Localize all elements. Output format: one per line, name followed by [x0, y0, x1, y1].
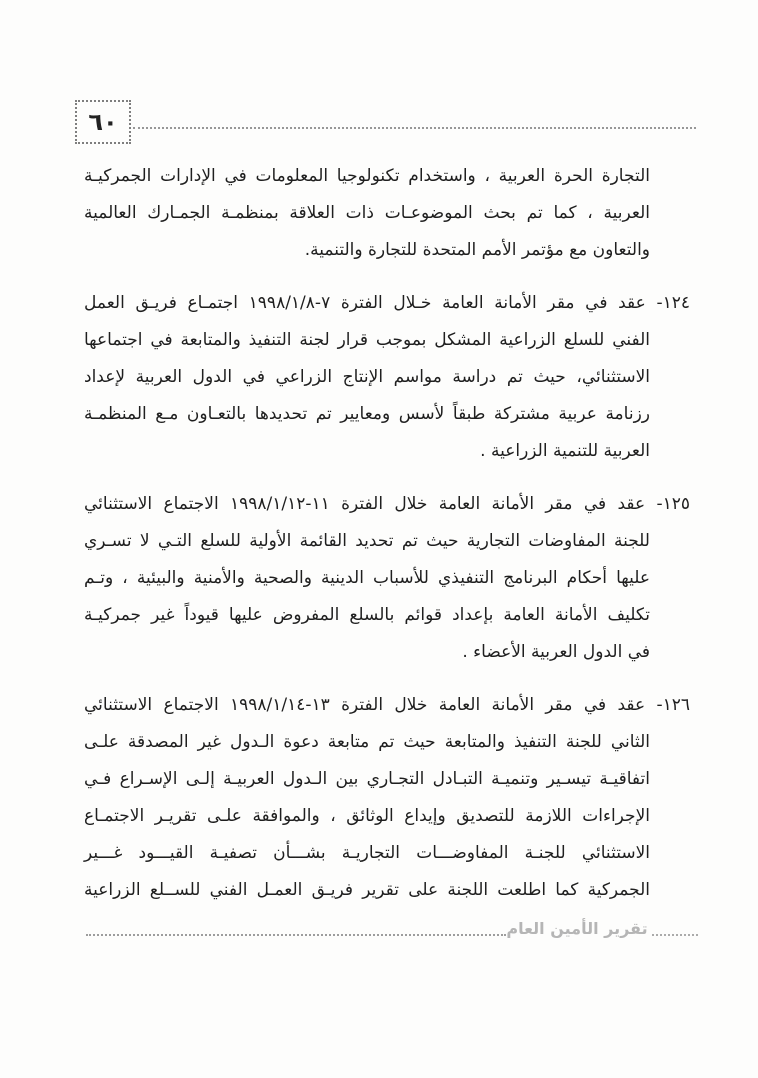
text-line: للجنة المفاوضات التجارية حيث تم تحديد القائمة الأولية للسلع التـي لا تسـري: [84, 531, 650, 551]
text-line: والتعاون مع مؤتمر الأمم المتحدة للتجارة والتنمية.: [304, 240, 650, 260]
text-line: في الدول العربية الأعضاء .: [462, 642, 650, 662]
paragraph-continuation: [84, 158, 690, 269]
page-number-box: [75, 100, 131, 144]
footer-label: تقرير الأمين العام: [506, 919, 648, 938]
text-line: تكليف الأمانة العامة بإعداد قوائم بالسلع المفروض عليها قيوداً غير جمركيـة: [84, 605, 650, 625]
text-line: التجارة الحرة العربية ، واستخدام تكنولوجيا المعلومات في الإدارات الجمركيـة: [84, 166, 650, 186]
header-dotted-rule: [133, 127, 696, 129]
text-line: ١٢٥- عقد في مقر الأمانة العامة خلال الفترة ⁦١١-١٩٩٨/١/١٢⁩ الاجتماع الاستثنائي: [84, 494, 691, 514]
text-line: العربية ، كما تم بحث الموضوعـات ذات العلاقة بمنظمـة الجمـارك العالمية: [84, 203, 650, 223]
text-line: الإجراءات اللازمة للتصديق وإيداع الوثائق ، والموافقة علـى تقريـر الاجتمـاع: [84, 806, 650, 826]
text-line: رزنامة عربية مشتركة طبقاً لأسس ومعايير تم تحديدها بالتعـاون مـع المنظمـة: [84, 404, 650, 424]
text-line: الفني للسلع الزراعية المشكل بموجب قرار لجنة التنفيذ والمتابعة في اجتماعها: [84, 330, 650, 350]
text-line: الاستثنائي للجنـة المفاوضـــات التجاريـة بشـــأن تصفيـة القيـــود غـــير: [84, 843, 650, 863]
text-line: العربية للتنمية الزراعية .: [480, 441, 650, 461]
paragraph-١٢٤: [84, 285, 690, 470]
text-line: الثاني للجنة التنفيذ والمتابعة حيث تم متابعة دعوة الـدول غير المصدقة علـى: [84, 732, 650, 752]
paragraph-١٢٦: [84, 687, 690, 909]
footer-dotted-rule-right: [652, 934, 698, 936]
text-line: الاستثنائي، حيث تم دراسة مواسم الإنتاج الزراعي في الدول العربية لإعداد: [84, 367, 650, 387]
text-line: عليها أحكام البرنامج التنفيذي للأسباب الدينية والصحية والأمنية والبيئية ، وتـم: [84, 568, 650, 588]
document-body: [84, 158, 690, 925]
text-line: ١٢٤- عقد في مقر الأمانة العامة خـلال الفترة ⁦٧-١٩٩٨/١/٨⁩ اجتمـاع فريـق العمل: [84, 293, 690, 313]
page-number: ٦٠: [88, 108, 118, 136]
text-line: الجمركية كما اطلعت اللجنة على تقرير فريـق العمـل الفني للســلع الزراعية: [84, 880, 650, 900]
text-line: ١٢٦- عقد في مقر الأمانة العامة خلال الفترة ⁦١٣-١٩٩٨/١/١٤⁩ الاجتماع الاستثنائي: [84, 695, 691, 715]
text-line: اتفاقيـة تيسـير وتنميـة التبـادل التجـاري بين الـدول العربيـة إلـى الإسـراع فـي: [84, 769, 650, 789]
paragraph-١٢٥: [84, 486, 690, 671]
footer-dotted-rule-left: [86, 934, 506, 936]
